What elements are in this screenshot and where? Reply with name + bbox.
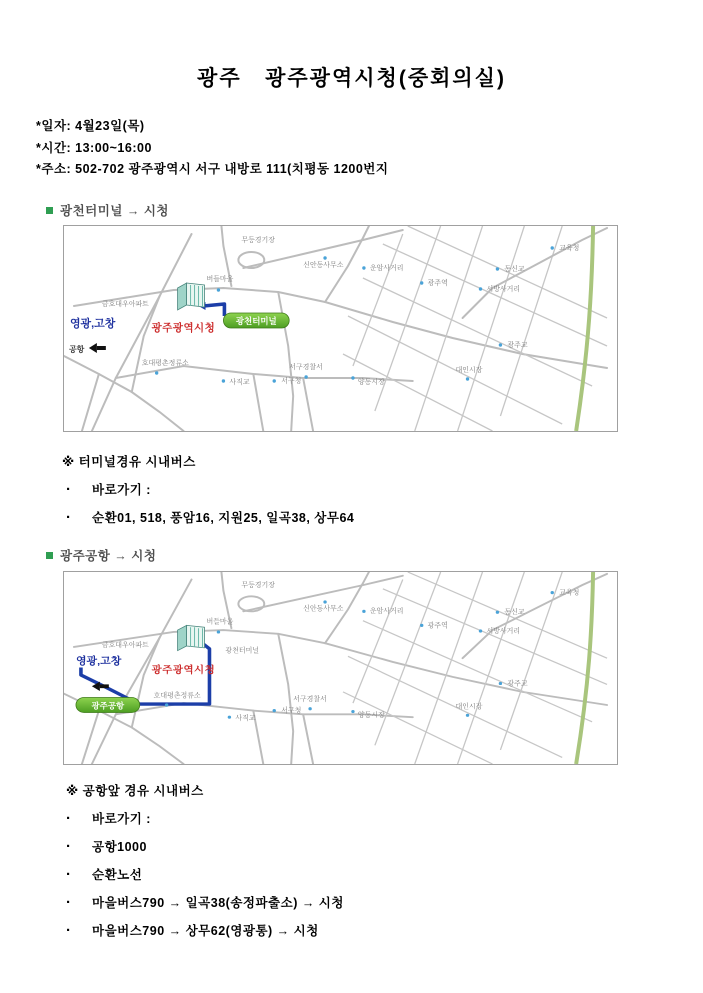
terminal-bus-note-title: ※ 터미널경유 시내버스 (62, 455, 196, 469)
airport-bus-item-text: 마을버스790 → 일곡38(송정파출소) → 시청 (92, 896, 344, 910)
bullet-icon: · (66, 509, 71, 526)
map-label-seogu-police: 서구경찰서 (289, 363, 323, 372)
green-square-bullet-icon (46, 552, 53, 559)
city-hall-building-icon (178, 283, 205, 310)
airport-map-image (63, 571, 618, 765)
bullet-icon: · (66, 922, 71, 939)
map-label-sajik: 사직교 (229, 378, 250, 387)
airport-bus-item (62, 895, 344, 911)
airport-bus-notes (62, 783, 344, 939)
map-label-sinan: 신안동사무소 (303, 605, 344, 613)
terminal-badge (223, 313, 289, 328)
section-heading-airport-label: 광주공항 → 시청 (60, 549, 157, 563)
map-label-dongsin: 동신교 (504, 609, 525, 617)
airport-bus-item (62, 811, 344, 827)
airport-bus-item-text: 공항1000 (92, 840, 147, 854)
airport-bus-note-title: ※ 공항앞 경유 시내버스 (66, 784, 204, 798)
map-label-stadium: 무등경기장 (241, 236, 275, 245)
map-label-sinan: 신안동사무소 (303, 261, 344, 270)
address-line: *주소: 502-702 광주광역시 서구 내방로 111(치평동 1200번지 (36, 162, 389, 176)
map-label-kumho: 금호대우아파트 (101, 300, 149, 309)
map-label-education: 교육청 (559, 244, 580, 253)
map-label-unam: 운암사거리 (369, 264, 404, 273)
map-label-yeonggwang-gochang: 영광,고창 (69, 317, 116, 331)
airport-bus-item (62, 923, 344, 939)
map-label-terminal: 광천터미널 (225, 647, 260, 655)
map-label-yangdong: 양동시장 (357, 712, 385, 720)
map-label-gwangju-bridge: 광주교 (507, 680, 528, 688)
terminal-badge-label: 광천터미널 (235, 315, 277, 327)
airport-bus-item (62, 839, 344, 855)
airport-bus-item-text: 순환노선 (92, 868, 143, 882)
airport-direction-arrow-icon (68, 343, 106, 354)
map-label-seobang: 서방사거리 (486, 285, 521, 294)
map-label-seogu-office: 서구청 (281, 377, 302, 386)
roads (64, 572, 607, 764)
map-label-station: 광주역 (427, 279, 448, 288)
bullet-icon: · (66, 866, 71, 883)
airport-bus-item-text: 바로가기 : (92, 812, 151, 826)
map-landmark-labels (102, 235, 580, 386)
map-label-city-hall: 광주광역시청 (151, 322, 216, 335)
map-label-gwangju-bridge: 광주교 (507, 341, 528, 350)
airport-badge (76, 698, 140, 713)
map-label-station: 광주역 (427, 622, 448, 630)
map-landmark-labels (102, 580, 580, 722)
map-label-yangdong: 양동시장 (357, 378, 385, 387)
terminal-map-svg (64, 226, 617, 431)
section-heading-terminal (46, 201, 169, 219)
map-label-city-hall: 광주광역시청 (151, 665, 216, 677)
section-heading-airport (46, 546, 156, 564)
map-label-daein: 대인시장 (455, 366, 483, 375)
map-label-beodeul: 버들마을 (206, 618, 234, 626)
map-label-pyeongchon: 호대평촌정류소 (141, 359, 189, 368)
airport-bus-item (62, 867, 344, 883)
airport-map-svg (64, 572, 617, 764)
map-label-dongsin: 동신교 (504, 265, 525, 274)
date-line: *일자: 4월23일(목) (36, 119, 145, 133)
map-label-daein: 대인시장 (455, 703, 483, 711)
map-label-education: 교육청 (559, 589, 580, 597)
terminal-bus-item (62, 510, 354, 526)
bullet-icon: · (66, 481, 71, 498)
map-label-seogu-office: 서구청 (281, 707, 302, 715)
map-label-seogu-police: 서구경찰서 (293, 696, 327, 704)
terminal-bus-item-text: 순환01, 518, 풍암16, 지원25, 일곡38, 상무64 (92, 511, 355, 525)
map-label-unam: 운암사거리 (369, 608, 404, 616)
airport-bus-item-text: 마을버스790 → 상무62(영광통) → 시청 (92, 924, 319, 938)
map-label-kumho: 금호대우아파트 (101, 642, 149, 649)
roads (64, 226, 607, 431)
green-square-bullet-icon (46, 207, 53, 214)
map-label-sajik: 사직교 (235, 715, 256, 722)
map-label-stadium: 무등경기장 (241, 582, 275, 589)
bullet-icon: · (66, 838, 71, 855)
city-hall-building-icon (178, 625, 205, 650)
time-line: *시간: 13:00~16:00 (36, 140, 152, 155)
map-label-seobang: 서방사거리 (486, 628, 521, 635)
map-label-pyeongchon: 호대평촌정류소 (153, 692, 201, 700)
terminal-map-image (63, 225, 618, 432)
bullet-icon: · (66, 810, 71, 827)
map-label-airport-direction: 공항 (68, 344, 85, 355)
map-label-beodeul: 버들마을 (206, 275, 234, 284)
event-info-block (36, 116, 388, 181)
terminal-bus-item-text: 바로가기 : (92, 483, 151, 497)
airport-badge-label: 광주공항 (91, 701, 125, 711)
bullet-icon: · (66, 894, 71, 911)
terminal-bus-item (62, 482, 354, 498)
section-heading-terminal-label: 광천터미널 → 시청 (60, 204, 169, 218)
page-title: 광주 광주광역시청(중회의실) (197, 67, 506, 90)
terminal-bus-notes (62, 454, 354, 526)
map-label-yeonggwang-gochang: 영광,고창 (75, 656, 122, 668)
